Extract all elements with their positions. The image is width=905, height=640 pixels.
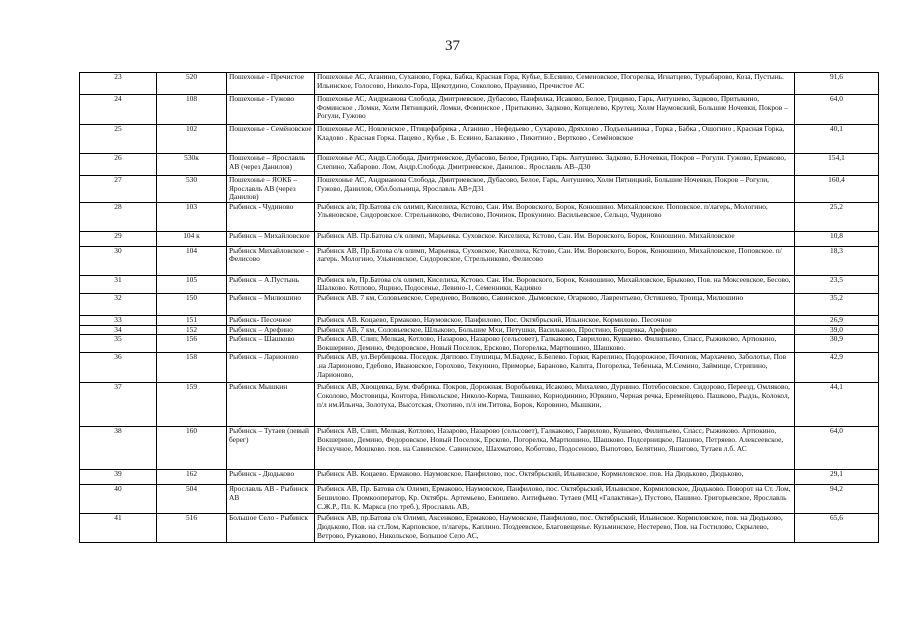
route-code: 159 — [157, 383, 227, 427]
table-gap-column — [879, 353, 905, 383]
table-row — [80, 275, 905, 293]
route-stops: Рыбинск АВ. Коцаево. Ермаково. Наумовское, Панфилово, пос. Октябрьский, Ильинское, Кормиловское. пов. На Дюдьково, Дюдьково, — [315, 470, 795, 485]
route-length-km: 18,3 — [795, 246, 879, 275]
route-code: 151 — [157, 315, 227, 325]
route-name: Рыбинск - Чудиново — [227, 202, 315, 231]
route-code: 530 — [157, 176, 227, 203]
route-number: 26 — [80, 154, 157, 176]
route-name: Рыбинск – Тутаев (левый берег) — [227, 427, 315, 470]
route-name: Рыбинск- Песочное — [227, 315, 315, 325]
table-gap-column — [879, 485, 905, 514]
route-length-km: 25,2 — [795, 202, 879, 231]
table-row — [80, 73, 905, 95]
route-name: Рыбинск – А.Пустынь — [227, 275, 315, 293]
route-length-km: 64,0 — [795, 427, 879, 470]
route-stops: Рыбинск а/в, Пр.Батова с/к олимп, Киселиха, Кстово, Сан. Им. Воровского, Борок, Конюшино. Михайловское. Поповское. п/лагерь, Мологино, Ульяновское, Сидоровское. Стрельниково, Фелисово, Починок, Прокунино. Васильевское, Сельцо, Чудиново — [315, 202, 795, 231]
route-code: 516 — [157, 514, 227, 543]
route-name: Рыбинск - Дюдьково — [227, 470, 315, 485]
route-length-km: 42,9 — [795, 353, 879, 383]
route-code: 530к — [157, 154, 227, 176]
table-row — [80, 293, 905, 315]
route-code: 160 — [157, 427, 227, 470]
table-row — [80, 470, 905, 485]
route-number: 24 — [80, 95, 157, 125]
route-stops: Рыбинск АВ, пр.Батова с/к Олимп, Аксенково, Ермаково, Наумовское, Панфилово, пос. Октябрьский, Ильинское. Кормиловское, пов. на Дюдьково, Дюдьково, Пов. на ст.Лом, Карповское, п/лагерь, Каплино. Поздеевское, Благовещенье. Кузьминское, Нестерево, Пов. на Гостилово, Скрылево, Ветрово, Рукавово, Никольское, Большое Село АС, — [315, 514, 795, 543]
table-row — [80, 485, 905, 514]
table-gap-column — [879, 246, 905, 275]
table-gap-column — [879, 470, 905, 485]
route-code: 158 — [157, 353, 227, 383]
route-stops: Рыбинск АВ. Пр.Батова с/к олимп, Марьевка. Суховское. Киселиха, Кстово, Сан. Им. Воровского, Борок, Конюшино. Михайловское — [315, 231, 795, 246]
table-gap-column — [879, 275, 905, 293]
table-row — [80, 176, 905, 203]
route-name: Рыбинск – Милюшино — [227, 293, 315, 315]
route-number: 28 — [80, 202, 157, 231]
table-row — [80, 427, 905, 470]
route-length-km: 160,4 — [795, 176, 879, 203]
table-row — [80, 325, 905, 335]
table-gap-column — [879, 293, 905, 315]
route-code: 103 — [157, 202, 227, 231]
route-number: 30 — [80, 246, 157, 275]
table-row — [80, 231, 905, 246]
route-stops: Рыбинск АВ, Хвощевка, Бум. Фабрика. Покров, Дорожная. Воробьевка, Исаково, Михалево, Дурнино. Потебосовское. Сидорово, Переезд, Омляково, Соколово, Мостовицы, Контора, Никольское, Николо-Корма, Тишкино, Корнодинино, Юркино, Черная речка, Еремейцево. Пашково, Рыдзь, Колокол, п/л им.Ильича, Золотуха, Высотская, Охотино, п/л им.Титова, Борок, Коровино, Мышкин, — [315, 383, 795, 427]
route-name: Рыбинск – Ларионово — [227, 353, 315, 383]
route-code: 504 — [157, 485, 227, 514]
route-stops: Рыбинск АВ, Слип, Мелкая, Котлово, Назарово, Назарово (сельсовет), Галкаково, Гаврилово, Кушаево, Филипьево, Спасс, Рыжиково. Артюкино, Вокшерино, Демино, Федоровское, Новый Поселок, Ерсково, Погорелка, Мартюшино, Шашково. Подсерницкое, Пашино, Петряево. Алексеевское, Нескучное, Мошково. пов. на Савинское. Савинское, Шахматово, Коботово, Подосеново, Выпотово, Белятино, Яшигово, Тутаев л.б. АС — [315, 427, 795, 470]
table-gap-column — [879, 202, 905, 231]
table-gap-column — [879, 176, 905, 203]
route-stops: Пошехонье АС, Андрианова Слобода, Дмитриевское, Дубасово, Панфилка, Исаково, Белое, Гридино, Гарь, Антушево, Задково, Притыкино, Фоминское , Ломки, Холм Пятницкий, Ломки, Фоминское , Притыкино, Задково, Копцелево, Крутец, Холм Наумовский, Большие Ночевки, Покров – Рогули, Гужово — [315, 95, 795, 125]
route-stops: Рыбинск АВ. Коцаево, Ермаково, Наумовское, Панфилово, Пос. Октябрьский, Ильинское, Кормилово. Песочное — [315, 315, 795, 325]
route-code: 105 — [157, 275, 227, 293]
table-row — [80, 514, 905, 543]
route-length-km: 29,1 — [795, 470, 879, 485]
table-row — [80, 125, 905, 154]
route-number: 34 — [80, 325, 157, 335]
route-number: 38 — [80, 427, 157, 470]
route-length-km: 10,8 — [795, 231, 879, 246]
table-gap-column — [879, 95, 905, 125]
route-code: 150 — [157, 293, 227, 315]
table-row — [80, 353, 905, 383]
route-number: 40 — [80, 485, 157, 514]
route-stops: Рыбинск АВ. Слип, Мелкая, Котлово, Назарово, Назарово (сельсовет), Галкаково, Гаврилово, Кушаево. Филипьево, Спасс, Рыжиково, Артюкино, Вокшерино, Демино, Федоровское, Новый Поселок, Ерсково, Погорелка, Мартюшино, Шашково. — [315, 335, 795, 353]
route-code: 520 — [157, 73, 227, 95]
route-length-km: 26,9 — [795, 315, 879, 325]
route-name: Пошехонье – ЯОКБ – Ярославль АВ (через Данилов) — [227, 176, 315, 203]
route-name: Рыбинск Мышкин — [227, 383, 315, 427]
route-number: 31 — [80, 275, 157, 293]
route-number: 32 — [80, 293, 157, 315]
route-number: 27 — [80, 176, 157, 203]
route-code: 156 — [157, 335, 227, 353]
page-number: 37 — [445, 38, 460, 54]
route-stops: Рыбинск АВ, ул.Вербицкова. Поседок. Дягпово. Глушицы, М.Баденс, Б.Белево. Горки, Карелино, Подорожное, Починок, Мархачево, Заболотье, Пов .на Ларионово, Гдебово, Ивановское, Горохово, Текунино, Приморье, Бараново, Калита, Погорелка, Тебенька, М.Семино, Займище, Стрипино, Ларионово, — [315, 353, 795, 383]
route-name: Рыбинск – Арефино — [227, 325, 315, 335]
routes-table — [79, 72, 905, 543]
route-name: Рыбинск – Михайловское — [227, 231, 315, 246]
route-length-km: 39,0 — [795, 325, 879, 335]
table-gap-column — [879, 325, 905, 335]
route-length-km: 65,6 — [795, 514, 879, 543]
route-code: 102 — [157, 125, 227, 154]
route-stops: Рыбинск АВ, 7 км, Соловьевское, Шлыково, Большие Мхи, Петушки, Васильково, Простино, Борщевка, Арефино — [315, 325, 795, 335]
route-length-km: 154,1 — [795, 154, 879, 176]
route-stops: Пошехонье АС, Новленское , Птицефабрика , Аганино , Нефедьево , Сухарово, Дряхлово , Подъельнинка , Горка , Бабка , Ошогино , Красная Горка, Кладово . Красная Горка. Пацево , Кубье , Б. Есяино, Балакино , Пикитино , Вертково , Семёновское — [315, 125, 795, 154]
table-gap-column — [879, 154, 905, 176]
table-row — [80, 335, 905, 353]
table-gap-column — [879, 427, 905, 470]
route-number: 25 — [80, 125, 157, 154]
route-length-km: 30,9 — [795, 335, 879, 353]
route-number: 37 — [80, 383, 157, 427]
route-length-km: 91,6 — [795, 73, 879, 95]
table-row — [80, 383, 905, 427]
route-name: Пошехонье - Семёновское — [227, 125, 315, 154]
table-gap-column — [879, 383, 905, 427]
route-code: 162 — [157, 470, 227, 485]
table-row — [80, 95, 905, 125]
route-name: Ярославль АВ - Рыбинск АВ — [227, 485, 315, 514]
route-number: 23 — [80, 73, 157, 95]
route-name: Большое Село - Рыбинск — [227, 514, 315, 543]
table-gap-column — [879, 514, 905, 543]
route-code: 104 к — [157, 231, 227, 246]
route-stops: Пошехонье АС, Аганино, Суханово, Горка, Бабка, Красная Гора, Кубье, Б.Есяино, Семеновское, Погорелка, Игнатцево, Турыбарово, Коза, Пустынь. Ильинское, Голосово, Николо-Гора, Щекотдино, Соколово, Праунино, Пречистое АС — [315, 73, 795, 95]
table-gap-column — [879, 335, 905, 353]
route-number: 33 — [80, 315, 157, 325]
route-code: 152 — [157, 325, 227, 335]
table-row — [80, 246, 905, 275]
table-gap-column — [879, 231, 905, 246]
route-stops: Рыбинск в/в, Пр.Батова с/к олимп, Киселиха, Кстово. Сан. Им. Воровского, Борок, Конюшино, Михайловское, Брыково, Пов. на Моксеевское, Бесово, Шалково. Котлово, Ящино, Подосенье, Левино-1, Семенники, Кадияно — [315, 275, 795, 293]
route-number: 35 — [80, 335, 157, 353]
route-length-km: 64,0 — [795, 95, 879, 125]
route-length-km: 40,1 — [795, 125, 879, 154]
route-length-km: 23,5 — [795, 275, 879, 293]
route-number: 36 — [80, 353, 157, 383]
route-number: 39 — [80, 470, 157, 485]
table-gap-column — [879, 125, 905, 154]
table-row — [80, 315, 905, 325]
route-code: 108 — [157, 95, 227, 125]
route-name: Рыбинск Михайловское - Фелисово — [227, 246, 315, 275]
route-name: Пошехонье - Гужово — [227, 95, 315, 125]
route-stops: Пошехонье АС, Андрианова Слобода, Дмитриевское, Дубасово, Белое, Гарь, Антушево, Холм Пятницкий, Большие Ночевки, Покров – Рогули, Гужово, Данилов, Обл.больница, Ярославль АВ+Д31 — [315, 176, 795, 203]
route-stops: Рыбинск АВ, Пр. Батова с/к Олимп, Ермаково, Наумовское, Панфилово, пос. Октябрьский, Ильинское, Кормиловское, Дюдьково. Поворот на Ст. Лом, Бешилово. Промкооператор, Кр. Октябрь. Артемьево, Емишево. Антифьево. Тутаев (МЦ «Галактика»), Пустово, Пашино. Григорьевское, Ярославль С.Ж.Р., Пл. К. Маркса (по треб.), Ярославль АВ, — [315, 485, 795, 514]
table-gap-column — [879, 315, 905, 325]
route-number: 29 — [80, 231, 157, 246]
route-stops: Пошехонье АС, Андр.Слобода, Дмитриевское, Дубасово, Белое, Гридино, Гарь. Антушево. Задково, Б.Ночевки, Покров – Рогули. Гужово, Ермаково, Слепино, Хабарово. Лом, Андр.Слобода. Дмитриевское, Данилов.. Ярославль АВ–Д30 — [315, 154, 795, 176]
route-name: Пошехонье - Пречистое — [227, 73, 315, 95]
route-code: 104 — [157, 246, 227, 275]
route-name: Рыбинск – Шашково — [227, 335, 315, 353]
route-length-km: 94,2 — [795, 485, 879, 514]
route-stops: Рыбинск АВ, Пр.Батова с/к олимп, Марьевка, Суховское, Киселиха, Кстово, Сан. Им. Воровского, Борок, Конюшино, Михайловское, Поповское. п/лагерь. Мологино, Ульяновское, Сидоровское, Стрельниково, Фелисово — [315, 246, 795, 275]
route-length-km: 44,1 — [795, 383, 879, 427]
route-stops: Рыбинск АВ. 7 км, Соловьевское, Середнево, Волково, Савинское. Дымовское, Огарково, Лаврентьево, Остишево, Троица, Милюшино — [315, 293, 795, 315]
table-gap-column — [879, 73, 905, 95]
route-number: 41 — [80, 514, 157, 543]
route-name: Пошехонье – Ярославль АВ (через Данилов) — [227, 154, 315, 176]
table-row — [80, 154, 905, 176]
table-row — [80, 202, 905, 231]
route-length-km: 35,2 — [795, 293, 879, 315]
